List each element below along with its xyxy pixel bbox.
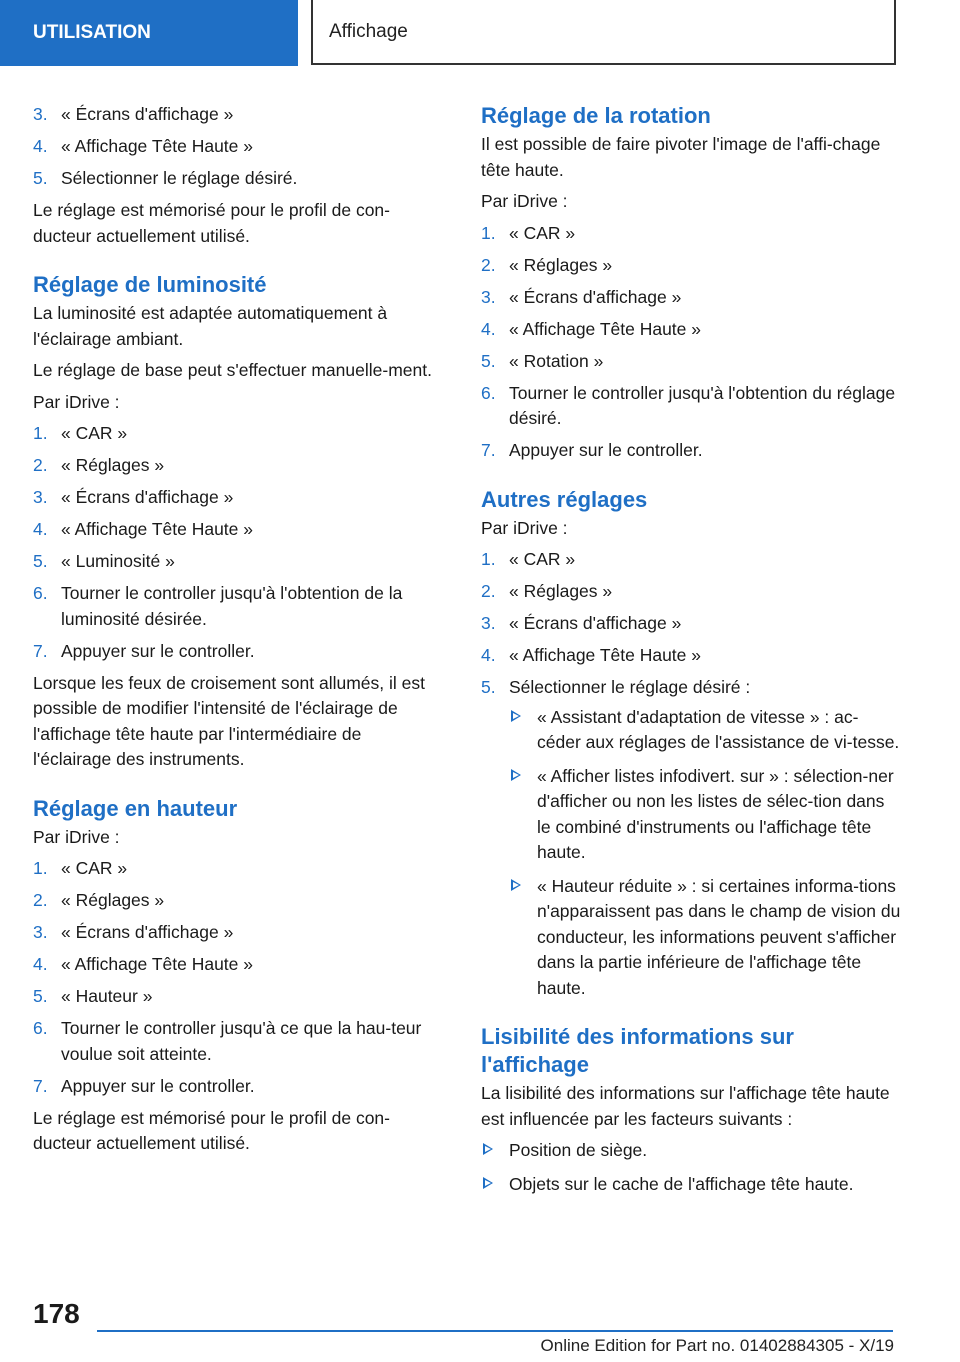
steps-list-luminosite bbox=[33, 421, 443, 664]
step-text: « Réglages » bbox=[61, 890, 165, 910]
steps-list-hauteur bbox=[33, 856, 443, 1099]
step-text: Tourner le controller jusqu'à l'obtention du réglage désiré. bbox=[509, 382, 896, 428]
step-number: 6. bbox=[33, 583, 48, 603]
left-column bbox=[33, 102, 443, 1163]
step-text: « Hauteur » bbox=[61, 986, 153, 1006]
step-text: « CAR » bbox=[61, 423, 128, 443]
list-item bbox=[33, 639, 443, 665]
list-item bbox=[33, 166, 443, 192]
list-item bbox=[33, 549, 443, 575]
step-text: « Affichage Tête Haute » bbox=[61, 954, 253, 974]
step-text: « Rotation » bbox=[509, 350, 604, 371]
list-item bbox=[481, 675, 901, 1001]
paragraph: Par iDrive : bbox=[481, 191, 568, 211]
step-number: 1. bbox=[481, 222, 496, 243]
list-item bbox=[33, 920, 443, 946]
heading-hauteur: Réglage en hauteur bbox=[33, 795, 238, 821]
bullet-text: « Hauteur réduite » : si certaines informa-tions n'apparaissent pas dans le champ de vision du conducteur, les informations peuvent s'afficher dans la partie inférieure de l'affichage tête haute. bbox=[537, 875, 901, 998]
list-item bbox=[33, 856, 443, 882]
step-number: 2. bbox=[481, 254, 496, 275]
bullet-item bbox=[509, 705, 901, 756]
step-text: « Affichage Tête Haute » bbox=[61, 136, 253, 156]
paragraph: Il est possible de faire pivoter l'image de l'affi-chage tête haute. bbox=[481, 134, 881, 180]
list-item bbox=[33, 485, 443, 511]
step-text: Sélectionner le réglage désiré : bbox=[509, 677, 751, 697]
list-item bbox=[481, 285, 901, 311]
step-number: 1. bbox=[481, 549, 496, 569]
step-text: « CAR » bbox=[509, 549, 576, 569]
bullet-item bbox=[481, 1172, 901, 1198]
triangle-bullet-icon bbox=[483, 1143, 493, 1155]
triangle-bullet-icon bbox=[511, 769, 521, 781]
step-text: « Réglages » bbox=[61, 455, 165, 475]
section-tab bbox=[0, 0, 298, 66]
step-number: 4. bbox=[33, 136, 48, 156]
list-item bbox=[481, 611, 901, 637]
list-item bbox=[33, 888, 443, 914]
step-text: Appuyer sur le controller. bbox=[61, 1075, 255, 1096]
step-text: « CAR » bbox=[509, 222, 576, 243]
bullet-item bbox=[509, 874, 901, 1002]
list-item bbox=[33, 421, 443, 447]
paragraph: Par iDrive : bbox=[481, 517, 568, 538]
heading-lisibilite: Lisibilité des informations sur l'affichage bbox=[481, 1024, 794, 1077]
step-number: 6. bbox=[481, 382, 496, 403]
steps-list-continued bbox=[33, 102, 443, 192]
step-number: 5. bbox=[481, 350, 496, 371]
step-number: 3. bbox=[33, 104, 48, 124]
bullet-text: Position de siège. bbox=[509, 1140, 648, 1160]
paragraph: Par iDrive : bbox=[33, 391, 120, 412]
step-text: « Affichage Tête Haute » bbox=[61, 519, 253, 539]
heading-rotation: Réglage de la rotation bbox=[481, 103, 711, 128]
topic-header bbox=[311, 0, 896, 65]
step-text: « Écrans d'affichage » bbox=[509, 286, 682, 307]
steps-list-rotation bbox=[481, 221, 901, 464]
step-text: « Réglages » bbox=[509, 254, 613, 275]
topic-title: Affichage bbox=[329, 20, 408, 42]
list-item bbox=[33, 952, 443, 978]
step-text: Appuyer sur le controller. bbox=[61, 640, 255, 661]
section-title: UTILISATION bbox=[33, 22, 151, 43]
footer-divider bbox=[97, 1330, 893, 1332]
list-item bbox=[33, 134, 443, 160]
triangle-bullet-icon bbox=[511, 879, 521, 891]
bullet-list-lisibilite bbox=[481, 1138, 901, 1197]
list-item bbox=[481, 349, 901, 375]
triangle-bullet-icon bbox=[511, 710, 521, 722]
step-number: 3. bbox=[33, 487, 48, 507]
bullet-text: Objets sur le cache de l'affichage tête haute. bbox=[509, 1173, 854, 1194]
step-number: 5. bbox=[33, 551, 48, 571]
step-number: 4. bbox=[481, 645, 496, 665]
paragraph: La lisibilité des informations sur l'affichage tête haute est influencée par les facteurs suivants : bbox=[481, 1083, 890, 1129]
step-number: 5. bbox=[33, 168, 48, 188]
step-number: 3. bbox=[33, 922, 48, 942]
paragraph: Par iDrive : bbox=[33, 826, 120, 847]
paragraph: Le réglage est mémorisé pour le profil de con-ducteur actuellement utilisé. bbox=[33, 200, 390, 246]
step-number: 2. bbox=[481, 581, 496, 601]
list-item bbox=[33, 102, 443, 128]
bullet-text: « Afficher listes infodivert. sur » : sélection-ner d'afficher ou non les listes de sélec-tion dans le combiné d'instruments ou l'affichage tête haute. bbox=[537, 765, 894, 862]
step-text: Sélectionner le réglage désiré. bbox=[61, 168, 298, 188]
list-item bbox=[33, 984, 443, 1010]
paragraph: Le réglage de base peut s'effectuer manuelle-ment. bbox=[33, 360, 432, 380]
paragraph: Lorsque les feux de croisement sont allumés, il est possible de modifier l'intensité de l'éclairage de l'affichage tête haute par l'intermédiaire de l'éclairage des instruments. bbox=[33, 672, 425, 769]
step-text: « Écrans d'affichage » bbox=[61, 104, 234, 124]
bullet-item bbox=[481, 1138, 901, 1164]
step-number: 1. bbox=[33, 858, 48, 878]
step-number: 7. bbox=[481, 440, 496, 460]
list-item bbox=[481, 438, 901, 464]
paragraph: La luminosité est adaptée automatiquement à l'éclairage ambiant. bbox=[33, 303, 388, 349]
list-item bbox=[33, 517, 443, 543]
step-number: 7. bbox=[33, 640, 48, 661]
paragraph: Le réglage est mémorisé pour le profil de con-ducteur actuellement utilisé. bbox=[33, 1107, 390, 1153]
step-text: « Luminosité » bbox=[61, 551, 175, 571]
list-item bbox=[481, 221, 901, 247]
step-text: « Écrans d'affichage » bbox=[61, 922, 234, 942]
step-number: 1. bbox=[33, 423, 48, 443]
list-item bbox=[481, 643, 901, 669]
step-number: 3. bbox=[481, 286, 496, 307]
step-text: « CAR » bbox=[61, 858, 128, 878]
step-number: 5. bbox=[481, 677, 496, 697]
list-item bbox=[481, 317, 901, 343]
step-number: 4. bbox=[33, 954, 48, 974]
step-number: 3. bbox=[481, 613, 496, 633]
list-item bbox=[33, 453, 443, 479]
step-text: « Écrans d'affichage » bbox=[509, 613, 682, 633]
step-number: 5. bbox=[33, 986, 48, 1006]
step-number: 7. bbox=[33, 1075, 48, 1096]
step-text: Tourner le controller jusqu'à l'obtention de la luminosité désirée. bbox=[61, 583, 403, 629]
heading-autres-reglages: Autres réglages bbox=[481, 486, 648, 512]
list-item bbox=[33, 1074, 443, 1100]
triangle-bullet-icon bbox=[483, 1177, 493, 1189]
bullet-item bbox=[509, 764, 901, 866]
bullet-text: « Assistant d'adaptation de vitesse » : ac-céder aux réglages de l'assistance de vi-tesse. bbox=[537, 706, 900, 752]
step-number: 2. bbox=[33, 455, 48, 475]
step-number: 2. bbox=[33, 890, 48, 910]
right-column bbox=[481, 102, 901, 1205]
step-text: « Affichage Tête Haute » bbox=[509, 318, 701, 339]
step-number: 6. bbox=[33, 1018, 48, 1038]
step-text: « Affichage Tête Haute » bbox=[509, 645, 701, 665]
step-number: 4. bbox=[33, 519, 48, 539]
list-item bbox=[481, 253, 901, 279]
list-item bbox=[481, 547, 901, 573]
list-item bbox=[481, 381, 901, 432]
steps-list-autres bbox=[481, 547, 901, 1001]
footer-edition: Online Edition for Part no. 01402884305 - X/19 bbox=[540, 1336, 894, 1355]
sub-bullet-list bbox=[509, 705, 901, 1002]
list-item bbox=[33, 1016, 443, 1067]
step-text: « Écrans d'affichage » bbox=[61, 487, 234, 507]
page-number: 178 bbox=[33, 1298, 80, 1329]
step-number: 4. bbox=[481, 318, 496, 339]
step-text: « Réglages » bbox=[509, 581, 613, 601]
list-item bbox=[33, 581, 443, 632]
step-text: Appuyer sur le controller. bbox=[509, 440, 703, 460]
list-item bbox=[481, 579, 901, 605]
step-text: Tourner le controller jusqu'à ce que la hau-teur voulue soit atteinte. bbox=[61, 1018, 422, 1064]
heading-luminosite: Réglage de luminosité bbox=[33, 272, 267, 297]
